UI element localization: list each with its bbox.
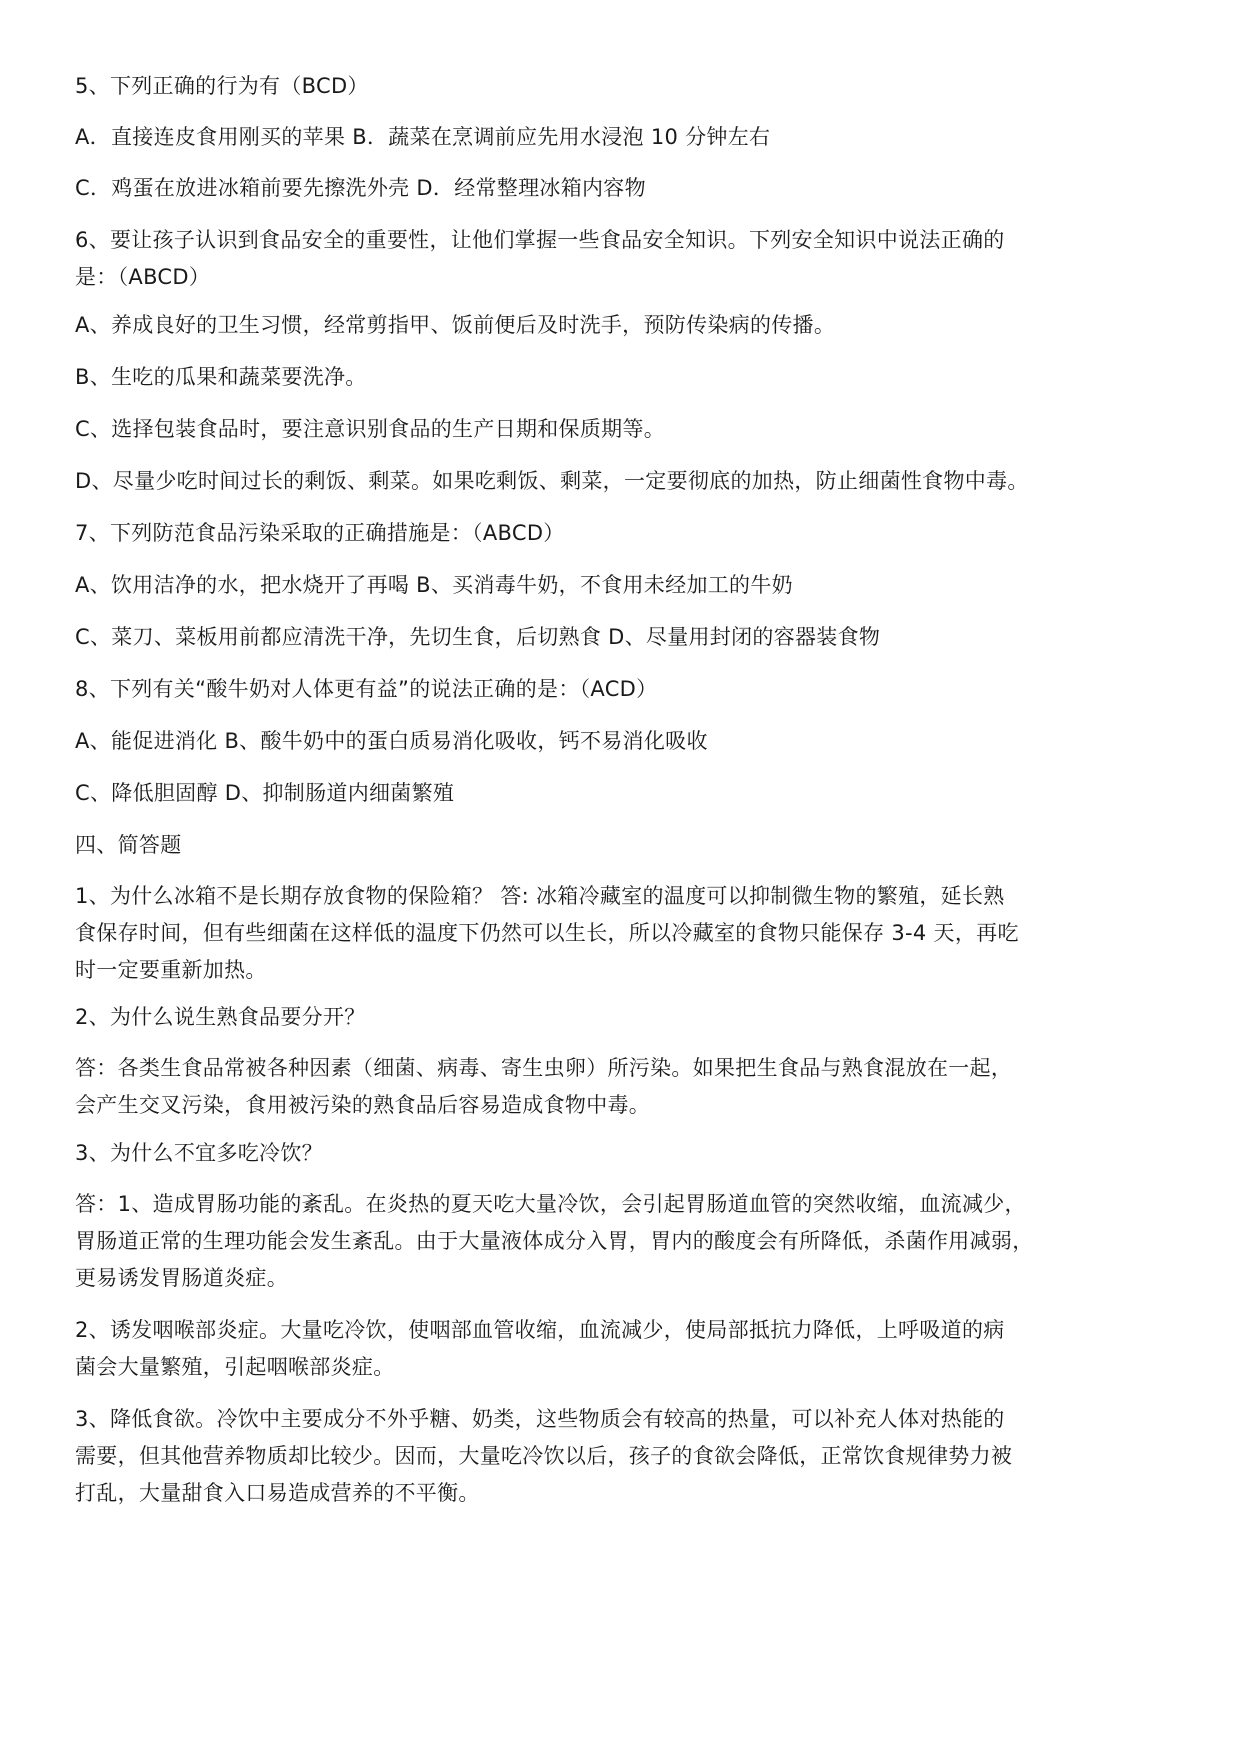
answer-2-line-1: 答：各类生食品常被各种因素（细菌、病毒、寄生虫卵）所污染。如果把生食品与熟食混放在一起，: [75, 1056, 1013, 1080]
question-8-options-ab: A、能促进消化 B、酸牛奶中的蛋白质易消化吸收，钙不易消化吸收: [75, 729, 708, 753]
answer-3-p2-line-2: 菌会大量繁殖，引起咽喉部炎症。: [75, 1355, 395, 1379]
question-8-options-cd: C、降低胆固醇 D、抑制肠道内细菌繁殖: [75, 781, 455, 805]
answer-3-p3-line-1: 3、降低食欲。冷饮中主要成分不外乎糖、奶类，这些物质会有较高的热量，可以补充人体对热能的: [75, 1407, 1005, 1431]
question-8-title: 8、下列有关“酸牛奶对人体更有益”的说法正确的是：（ACD）: [75, 677, 658, 701]
answer-3-paragraph-2: [75, 1312, 1171, 1386]
question-7-options-ab: A、饮用洁净的水，把水烧开了再喝 B、买消毒牛奶，不食用未经加工的牛奶: [75, 573, 793, 597]
answer-1-line-3: 时一定要重新加热。: [75, 958, 267, 982]
answer-3-p1-line-1: 答：1、造成胃肠功能的紊乱。在炎热的夏天吃大量冷饮，会引起胃肠道血管的突然收缩，血流减少，: [75, 1192, 1026, 1216]
question-5-options-cd: C．鸡蛋在放进冰箱前要先擦洗外壳 D．经常整理冰箱内容物: [75, 176, 646, 200]
question-6-option-b: B、生吃的瓜果和蔬菜要洗净。: [75, 365, 367, 389]
answer-3-p1-line-3: 更易诱发胃肠道炎症。: [75, 1266, 288, 1290]
answer-1-line-1: 1、为什么冰箱不是长期存放食物的保险箱？ 答: 冰箱冷藏室的温度可以抑制微生物的繁殖，延长熟: [75, 884, 1005, 908]
question-6-title-line-2: 是：（ABCD）: [75, 265, 211, 289]
document-page: [75, 0, 1171, 1754]
answer-3-paragraph-3: [75, 1401, 1171, 1512]
answer-1: [75, 878, 1171, 989]
answer-3-paragraph-1: [75, 1186, 1171, 1297]
question-2-title: 2、为什么说生熟食品要分开？: [75, 1005, 366, 1029]
answer-3-p2-line-1: 2、诱发咽喉部炎症。大量吃冷饮，使咽部血管收缩，血流减少，使局部抵抗力降低，上呼吸道的病: [75, 1318, 1005, 1342]
answer-3-p1-line-2: 胃肠道正常的生理功能会发生紊乱。由于大量液体成分入胃，胃内的酸度会有所降低，杀菌作用减弱，: [75, 1229, 1034, 1253]
question-6-title-line-1: 6、要让孩子认识到食品安全的重要性，让他们掌握一些食品安全知识。下列安全知识中说法正确的: [75, 228, 1005, 252]
answer-1-line-2: 食保存时间，但有些细菌在这样低的温度下仍然可以生长，所以冷藏室的食物只能保存 3-4 天，再吃: [75, 921, 1019, 945]
answer-2-line-2: 会产生交叉污染，食用被污染的熟食品后容易造成食物中毒。: [75, 1093, 651, 1117]
question-7-options-cd: C、菜刀、菜板用前都应清洗干净，先切生食，后切熟食 D、尽量用封闭的容器装食物: [75, 625, 881, 649]
question-7-title: 7、下列防范食品污染采取的正确措施是：（ABCD）: [75, 521, 565, 545]
question-6-title: [75, 222, 1171, 296]
question-3-title: 3、为什么不宜多吃冷饮？: [75, 1141, 323, 1165]
section-heading: 四、简答题: [75, 833, 182, 857]
answer-3-p3-line-2: 需要，但其他营养物质却比较少。因而，大量吃冷饮以后，孩子的食欲会降低，正常饮食规律势力被: [75, 1444, 1013, 1468]
question-5-title: 5、下列正确的行为有（BCD）: [75, 74, 369, 98]
question-6-option-d: D、尽量少吃时间过长的剩饭、剩菜。如果吃剩饭、剩菜，一定要彻底的加热，防止细菌性食物中毒。: [75, 469, 1029, 493]
question-6-option-a: A、养成良好的卫生习惯，经常剪指甲、饭前便后及时洗手，预防传染病的传播。: [75, 313, 836, 337]
question-6-option-c: C、选择包装食品时，要注意识别食品的生产日期和保质期等。: [75, 417, 666, 441]
answer-3-p3-line-3: 打乱，大量甜食入口易造成营养的不平衡。: [75, 1481, 480, 1505]
question-5-options-ab: A．直接连皮食用刚买的苹果 B．蔬菜在烹调前应先用水浸泡 10 分钟左右: [75, 125, 771, 149]
answer-2: [75, 1050, 1171, 1124]
